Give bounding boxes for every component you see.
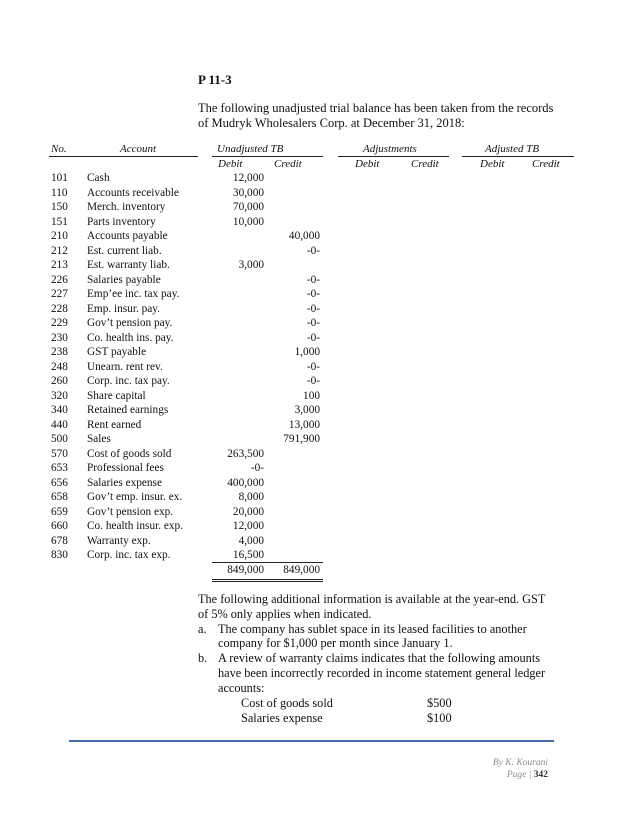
row-account: Corp. inc. tax pay. — [87, 375, 170, 387]
row-debit: 16,500 — [232, 549, 264, 561]
row-credit: -0- — [306, 244, 320, 257]
info-item-text: The company has sublet space in its leased facilities to another company for $1,000 per month since January 1. — [218, 621, 527, 651]
amount-row — [198, 711, 558, 726]
additional-info — [198, 592, 558, 726]
row-credit: -0- — [306, 360, 320, 373]
row-number: 212 — [51, 244, 68, 257]
row-account: GST payable — [87, 346, 147, 358]
row-number: 260 — [51, 375, 68, 387]
row-credit: 3,000 — [294, 404, 320, 416]
header-no: No. — [51, 143, 67, 155]
row-number: 320 — [51, 389, 68, 402]
row-account: Emp. insur. pay. — [87, 302, 161, 315]
footer-rule — [69, 740, 554, 742]
table-row — [0, 505, 630, 520]
row-account: Est. warranty liab. — [87, 259, 170, 271]
row-account: Accounts payable — [87, 230, 168, 242]
row-debit: 10,000 — [232, 215, 264, 228]
footer-page — [493, 769, 548, 781]
row-debit: 3,000 — [238, 259, 264, 271]
table-row — [0, 215, 630, 230]
row-account: Unearn. rent rev. — [87, 360, 163, 373]
table-row — [0, 302, 630, 317]
table-row — [0, 258, 630, 273]
row-debit: 20,000 — [232, 505, 264, 518]
row-number: 238 — [51, 346, 68, 358]
row-credit: 40,000 — [288, 230, 320, 242]
row-debit: 8,000 — [238, 491, 264, 503]
row-number: 228 — [51, 302, 68, 315]
amount-row — [198, 696, 558, 711]
row-debit: 4,000 — [238, 534, 264, 547]
row-number: 151 — [51, 215, 68, 228]
row-credit: -0- — [306, 331, 320, 344]
row-number: 340 — [51, 404, 68, 416]
table-row — [0, 287, 630, 302]
intro-paragraph: The following unadjusted trial balance has been taken from the records of Mudryk Wholesalers Corp. at December 31, 2018: — [198, 101, 554, 130]
table-row — [0, 331, 630, 346]
row-number: 227 — [51, 288, 68, 300]
info-item-b — [198, 651, 558, 695]
row-account: Salaries payable — [87, 273, 161, 286]
row-number: 101 — [51, 172, 68, 184]
table-row — [0, 461, 630, 476]
row-number: 656 — [51, 476, 68, 489]
row-account: Cash — [87, 172, 110, 184]
row-account: Sales — [87, 433, 111, 445]
header-rule-account — [49, 156, 198, 157]
row-account: Est. current liab. — [87, 244, 162, 257]
header-rule-adjustments — [338, 156, 449, 157]
row-number: 213 — [51, 259, 68, 271]
row-account: Merch. inventory — [87, 201, 166, 213]
row-credit: 13,000 — [288, 418, 320, 431]
row-debit: 70,000 — [232, 201, 264, 213]
row-account: Professional fees — [87, 462, 164, 474]
header-unadjusted: Unadjusted TB — [217, 143, 284, 155]
table-row — [0, 186, 630, 201]
row-account: Warranty exp. — [87, 534, 151, 547]
row-debit: 30,000 — [232, 186, 264, 199]
row-number: 210 — [51, 230, 68, 242]
table-row — [0, 229, 630, 244]
row-account: Corp. inc. tax exp. — [87, 549, 171, 561]
row-number: 440 — [51, 418, 68, 431]
row-debit: 400,000 — [227, 476, 264, 489]
table-row — [0, 360, 630, 375]
table-row — [0, 273, 630, 288]
row-credit: -0- — [306, 288, 320, 300]
amount-value: $100 — [427, 710, 452, 725]
total-debit: 849,000 — [227, 564, 264, 576]
row-account: Salaries expense — [87, 476, 162, 489]
totals-double-rule-1 — [212, 579, 323, 580]
table-row — [0, 432, 630, 447]
row-number: 110 — [51, 186, 68, 199]
row-number: 226 — [51, 273, 68, 286]
row-number: 229 — [51, 317, 68, 329]
row-number: 500 — [51, 433, 68, 445]
row-number: 659 — [51, 505, 68, 518]
row-account: Co. health ins. pay. — [87, 331, 174, 344]
row-credit: -0- — [306, 317, 320, 329]
info-item-label: b. — [198, 651, 208, 666]
sub-adjusted-debit: Debit — [480, 158, 505, 170]
footer-page-number: 342 — [533, 770, 548, 780]
row-credit: -0- — [306, 302, 320, 315]
table-row — [0, 403, 630, 418]
row-account: Parts inventory — [87, 215, 156, 228]
header-adjustments: Adjustments — [363, 143, 417, 155]
row-number: 570 — [51, 447, 68, 460]
row-credit: 1,000 — [294, 346, 320, 358]
table-row — [0, 447, 630, 462]
table-row — [0, 200, 630, 215]
row-number: 658 — [51, 491, 68, 503]
row-number: 230 — [51, 331, 68, 344]
row-debit: 263,500 — [227, 447, 264, 460]
table-row — [0, 374, 630, 389]
table-row — [0, 171, 630, 186]
trial-balance-rows — [0, 171, 630, 563]
row-debit: -0- — [250, 462, 264, 474]
row-number: 660 — [51, 520, 68, 532]
row-credit: 791,900 — [283, 433, 320, 445]
row-account: Rent earned — [87, 418, 142, 431]
table-row — [0, 534, 630, 549]
amount-account: Salaries expense — [241, 710, 323, 725]
row-account: Gov’t emp. insur. ex. — [87, 491, 183, 503]
header-account: Account — [120, 143, 157, 155]
total-credit: 849,000 — [283, 564, 320, 576]
table-row — [0, 345, 630, 360]
page-footer — [493, 757, 548, 781]
row-account: Gov’t pension exp. — [87, 505, 174, 518]
header-rule-adjusted — [462, 156, 574, 157]
additional-intro: The following additional information is available at the year-end. GST of 5% only applies when indicated. — [198, 592, 546, 621]
sub-adj-debit: Debit — [355, 158, 380, 170]
footer-author: By K. Kourani — [492, 758, 548, 768]
amount-account: Cost of goods sold — [241, 695, 333, 710]
row-credit: 100 — [303, 389, 320, 402]
row-account: Co. health insur. exp. — [87, 520, 184, 532]
totals-double-rule-2 — [212, 581, 323, 582]
row-account: Cost of goods sold — [87, 447, 172, 460]
row-number: 678 — [51, 534, 68, 547]
table-row — [0, 244, 630, 259]
row-number: 150 — [51, 201, 68, 213]
table-row — [0, 389, 630, 404]
footer-page-label: Page | — [506, 770, 532, 780]
info-item-a — [198, 622, 558, 652]
row-debit: 12,000 — [232, 520, 264, 532]
sub-unadj-debit: Debit — [218, 158, 243, 170]
totals-top-rule — [212, 562, 323, 563]
header-rule-unadjusted — [212, 156, 323, 157]
table-row — [0, 476, 630, 491]
row-number: 248 — [51, 360, 68, 373]
table-row — [0, 490, 630, 505]
row-credit: -0- — [306, 273, 320, 286]
row-account: Gov’t pension pay. — [87, 317, 173, 329]
problem-title: P 11-3 — [198, 72, 232, 87]
row-number: 830 — [51, 549, 68, 561]
row-number: 653 — [51, 462, 68, 474]
info-item-text: A review of warranty claims indicates that the following amounts have been incorrectly recorded in income statement general ledger accounts: — [218, 651, 546, 695]
row-account: Accounts receivable — [87, 186, 179, 199]
row-account: Emp’ee inc. tax pay. — [87, 288, 180, 300]
row-credit: -0- — [306, 375, 320, 387]
info-item-label: a. — [198, 621, 207, 636]
table-row — [0, 519, 630, 534]
amount-value: $500 — [427, 695, 452, 710]
sub-unadj-credit: Credit — [274, 158, 302, 170]
row-debit: 12,000 — [232, 172, 264, 184]
table-row — [0, 316, 630, 331]
row-account: Share capital — [87, 389, 146, 402]
row-account: Retained earnings — [87, 404, 169, 416]
table-row — [0, 548, 630, 563]
header-adjusted: Adjusted TB — [485, 143, 540, 155]
sub-adjusted-credit: Credit — [532, 158, 560, 170]
sub-adj-credit: Credit — [411, 158, 439, 170]
table-row — [0, 418, 630, 433]
